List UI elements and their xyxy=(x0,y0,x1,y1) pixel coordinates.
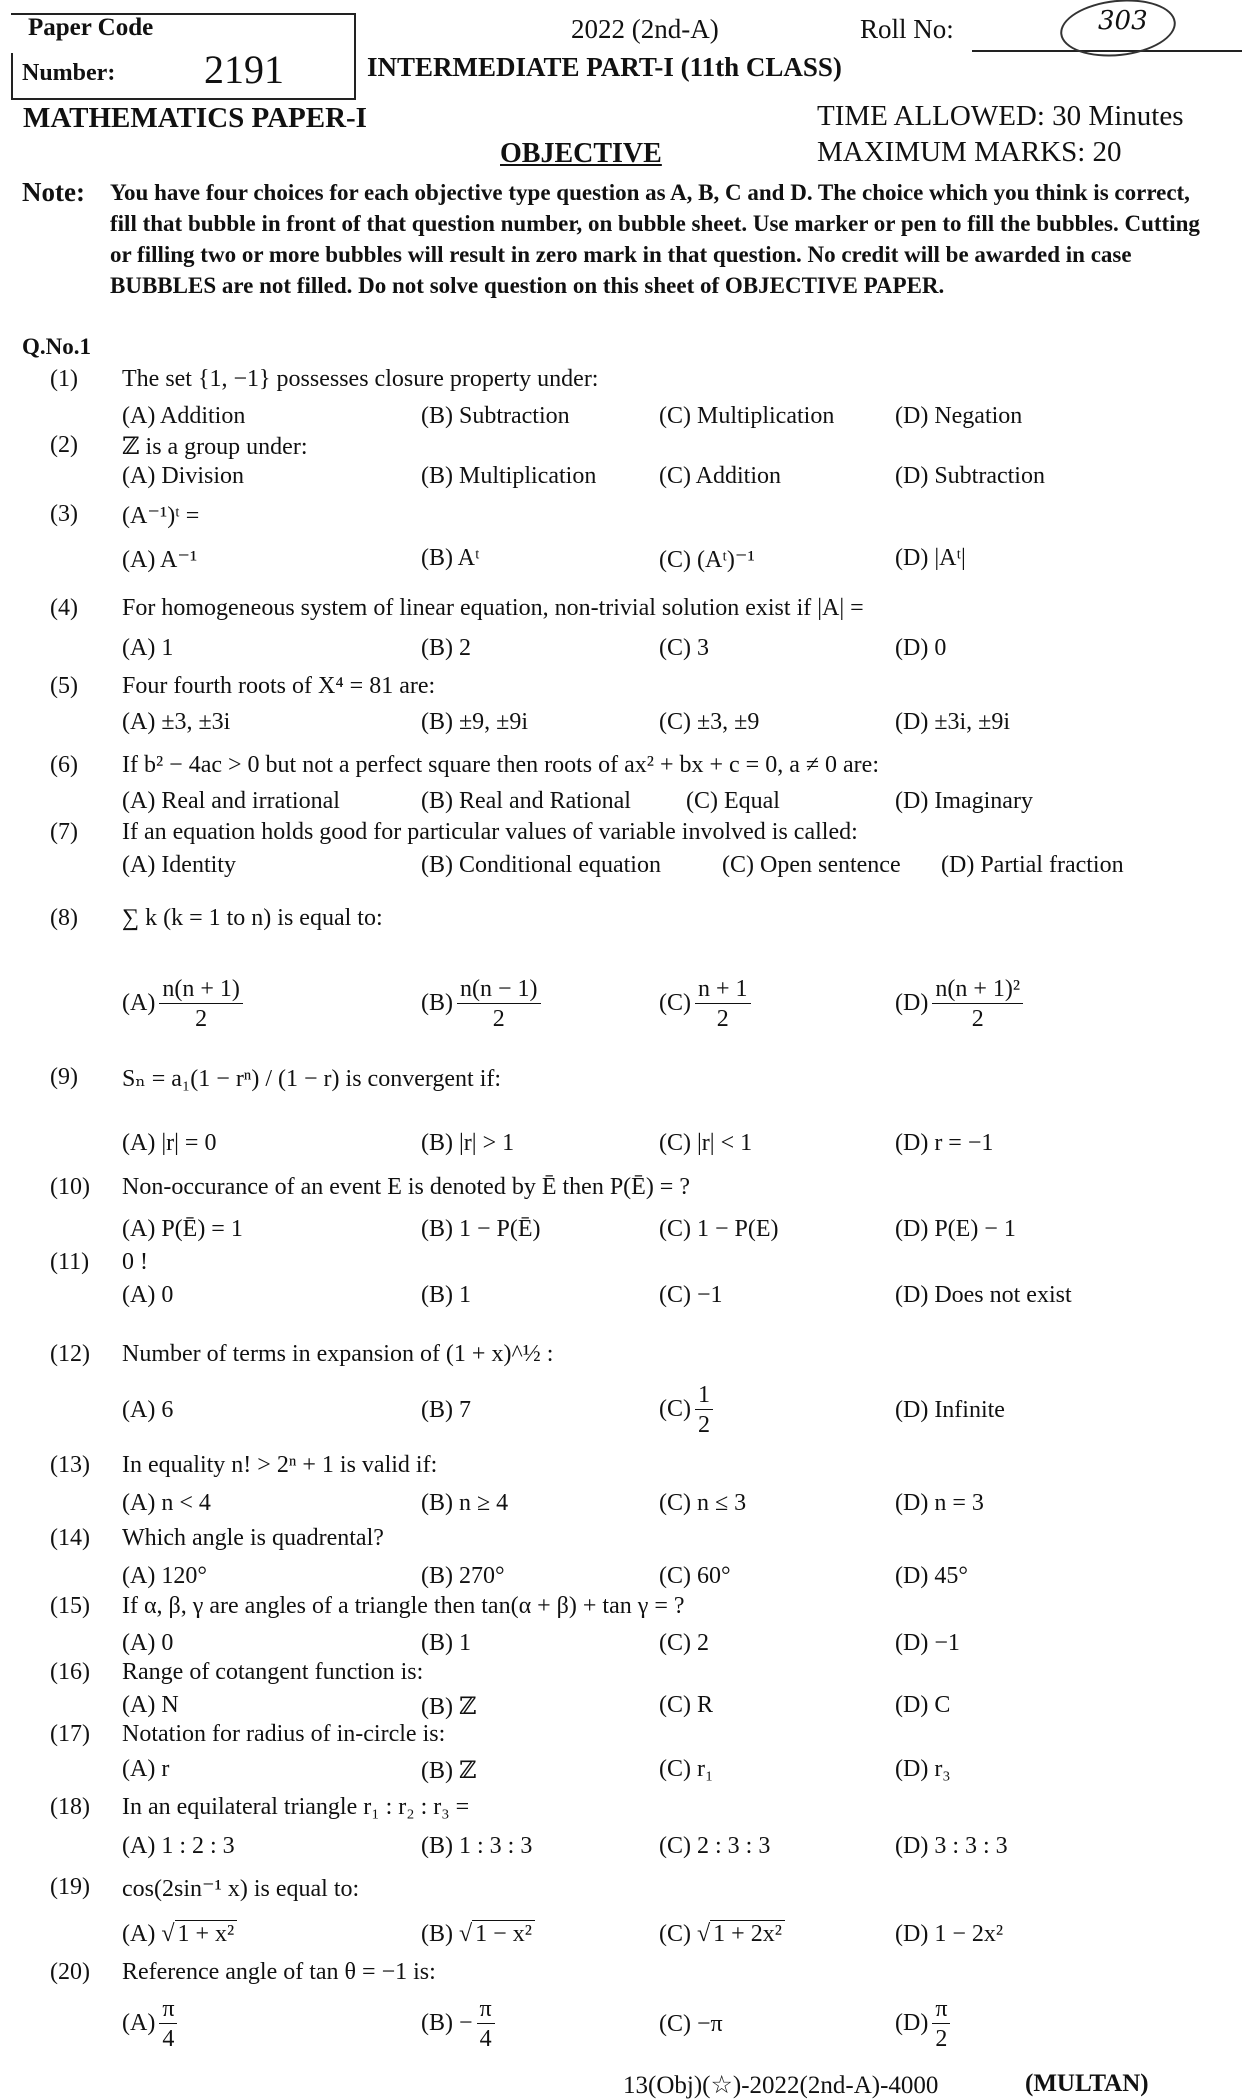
option-b[interactable]: (B) 7 xyxy=(421,1397,471,1423)
fraction xyxy=(932,975,1023,1034)
option-d[interactable]: (D) C xyxy=(895,1692,951,1718)
roll-no-label: Roll No: xyxy=(860,14,954,44)
option-d[interactable]: (D) Negation xyxy=(895,403,1023,429)
numerator: π xyxy=(932,1995,950,2024)
option-b[interactable]: (B) 1 : 3 : 3 xyxy=(421,1833,533,1859)
option-d[interactable]: (D) P(E) − 1 xyxy=(895,1216,1016,1242)
question-number: (5) xyxy=(50,673,78,699)
option-label: (C) xyxy=(659,1396,691,1423)
option-c[interactable]: (C) 3 xyxy=(659,635,709,661)
exam-title: INTERMEDIATE PART-I (11th CLASS) xyxy=(367,52,842,82)
denominator: 2 xyxy=(935,2026,948,2052)
option-d[interactable]: (D) Imaginary xyxy=(895,788,1033,814)
denominator: 2 xyxy=(971,1006,984,1032)
option-d[interactable]: (D) 1 − 2x² xyxy=(895,1921,1004,1947)
question-number: (4) xyxy=(50,595,78,621)
option-b[interactable]: (B) |r| > 1 xyxy=(421,1130,515,1156)
question-number: (17) xyxy=(50,1721,90,1747)
instructions-note xyxy=(22,177,1202,301)
option-d[interactable]: (D) Partial fraction xyxy=(941,852,1124,878)
option-b[interactable]: (B) 1 − P(Ē) xyxy=(421,1216,541,1242)
question-number: (18) xyxy=(50,1794,90,1820)
option-label: (C) xyxy=(659,1921,691,1947)
numerator: π xyxy=(159,1995,177,2024)
fraction xyxy=(159,975,243,1034)
question-number: (8) xyxy=(50,905,78,931)
option-c[interactable]: (C) 2 xyxy=(659,1630,709,1656)
option-label: (B) − xyxy=(421,2010,473,2037)
option-d[interactable]: (D) 3 : 3 : 3 xyxy=(895,1833,1008,1859)
question-number: (9) xyxy=(50,1064,78,1090)
option-c[interactable]: (C) 2 : 3 : 3 xyxy=(659,1833,771,1859)
radicand: 1 − x² xyxy=(472,1920,535,1947)
fraction xyxy=(695,1381,713,1440)
option-b[interactable]: (B) ±9, ±9i xyxy=(421,709,529,735)
option-b[interactable]: (B) ℤ xyxy=(421,1758,477,1784)
option-c[interactable] xyxy=(659,1921,785,1948)
fraction xyxy=(159,1995,177,2054)
option-c[interactable]: (C) Addition xyxy=(659,463,782,489)
option-b[interactable] xyxy=(421,1921,535,1948)
question-number: (20) xyxy=(50,1959,90,1985)
number-label: Number: xyxy=(22,60,116,86)
option-b[interactable]: (B) 270° xyxy=(421,1563,505,1589)
option-d[interactable]: (D) Infinite xyxy=(895,1397,1005,1423)
question-number: (10) xyxy=(50,1174,90,1200)
footer-code: 13(Obj)(☆)-2022(2nd-A)-4000 xyxy=(623,2072,939,2099)
question-number: (7) xyxy=(50,819,78,845)
question-text: In equality n! > 2ⁿ + 1 is valid if: xyxy=(122,1452,438,1478)
option-a[interactable]: (A) Division xyxy=(122,463,244,489)
option-d[interactable] xyxy=(895,975,1027,1034)
option-a[interactable]: (A) Addition xyxy=(122,403,246,429)
option-d[interactable]: (D) Subtraction xyxy=(895,463,1045,489)
option-d[interactable]: (D) −1 xyxy=(895,1630,960,1656)
roll-no-value: 303 xyxy=(1098,6,1148,36)
question-number: (19) xyxy=(50,1874,90,1900)
option-c[interactable]: (C) −1 xyxy=(659,1282,723,1308)
question-text: Reference angle of tan θ = −1 is: xyxy=(122,1959,436,1985)
option-d[interactable]: (D) n = 3 xyxy=(895,1490,984,1516)
numerator: n + 1 xyxy=(695,975,751,1004)
question-number: (12) xyxy=(50,1341,90,1367)
question-text: Four fourth roots of X⁴ = 81 are: xyxy=(122,673,436,699)
radicand: 1 + x² xyxy=(175,1920,238,1947)
option-a[interactable]: (A) 1 xyxy=(122,635,174,661)
numerator: n(n + 1)² xyxy=(932,975,1023,1004)
question-number: (13) xyxy=(50,1452,90,1478)
option-d[interactable]: (D) |Aᵗ| xyxy=(895,545,966,571)
question-text: If an equation holds good for particular values of variable involved is called: xyxy=(122,819,858,845)
option-a[interactable]: (A) 1 : 2 : 3 xyxy=(122,1833,235,1859)
option-b[interactable]: (B) ℤ xyxy=(421,1694,477,1720)
option-c[interactable]: (C) −π xyxy=(659,2011,723,2037)
question-text: In an equilateral triangle r₁ : r₂ : r₃ = xyxy=(122,1794,470,1820)
option-a[interactable]: (A) ±3, ±3i xyxy=(122,709,231,735)
time-allowed: TIME ALLOWED: 30 Minutes xyxy=(817,100,1184,132)
option-label: (A) xyxy=(122,1921,156,1947)
question-text: Which angle is quadrental? xyxy=(122,1525,384,1551)
paper-code-label: Paper Code xyxy=(28,14,154,41)
footer-board: (MULTAN) xyxy=(1025,2070,1149,2097)
question-text: Sₙ = a₁(1 − rⁿ) / (1 − r) is convergent if: xyxy=(122,1066,502,1092)
numerator: n(n − 1) xyxy=(457,975,541,1004)
option-a[interactable]: (A) P(Ē) = 1 xyxy=(122,1216,243,1242)
sqrt-sign: √ xyxy=(691,1921,711,1947)
question-text: Number of terms in expansion of (1 + x)^½ : xyxy=(122,1341,554,1367)
option-b[interactable]: (B) n ≥ 4 xyxy=(421,1490,509,1516)
question-number: (3) xyxy=(50,501,78,527)
question-number: (16) xyxy=(50,1659,90,1685)
option-label: (C) xyxy=(659,990,691,1017)
numerator: 1 xyxy=(695,1381,713,1410)
option-d[interactable]: (D) r = −1 xyxy=(895,1130,994,1156)
option-a[interactable]: (A) r xyxy=(122,1756,170,1782)
question-number: (6) xyxy=(50,752,78,778)
section-title: OBJECTIVE xyxy=(500,138,662,169)
question-text: ∑ k (k = 1 to n) is equal to: xyxy=(122,905,383,931)
option-a[interactable]: (A) |r| = 0 xyxy=(122,1130,217,1156)
denominator: 2 xyxy=(698,1412,710,1438)
denominator: 4 xyxy=(162,2026,175,2052)
question-text: cos(2sin⁻¹ x) is equal to: xyxy=(122,1876,360,1902)
maximum-marks: MAXIMUM MARKS: 20 xyxy=(817,136,1122,168)
question-number: (2) xyxy=(50,432,78,458)
option-b[interactable]: (B) Real and Rational xyxy=(421,788,631,814)
option-d[interactable]: (D) Does not exist xyxy=(895,1282,1072,1308)
question-text: (A⁻¹)ᵗ = xyxy=(122,503,200,529)
question-text: Range of cotangent function is: xyxy=(122,1659,424,1685)
option-d[interactable]: (D) r₃ xyxy=(895,1756,951,1782)
option-label: (A) xyxy=(122,2010,156,2037)
option-a[interactable] xyxy=(122,1995,181,2054)
question-text: For homogeneous system of linear equation, non-trivial solution exist if |A| = xyxy=(122,595,864,621)
fraction xyxy=(477,1995,495,2054)
option-c[interactable] xyxy=(659,975,755,1034)
option-c[interactable]: (C) R xyxy=(659,1692,713,1718)
fraction xyxy=(695,975,751,1034)
option-a[interactable] xyxy=(122,1921,237,1948)
subject: MATHEMATICS PAPER-I xyxy=(23,102,367,134)
option-b[interactable] xyxy=(421,975,545,1034)
option-b[interactable]: (B) 1 xyxy=(421,1630,471,1656)
option-b[interactable]: (B) Aᵗ xyxy=(421,545,480,571)
question-number: (15) xyxy=(50,1593,90,1619)
option-label: (B) xyxy=(421,1921,453,1947)
option-a[interactable]: (A) n < 4 xyxy=(122,1490,211,1516)
question-text: Notation for radius of in-circle is: xyxy=(122,1721,446,1747)
exam-year: 2022 (2nd-A) xyxy=(571,14,719,44)
option-d[interactable]: (D) ±3i, ±9i xyxy=(895,709,1010,735)
option-c[interactable]: (C) Multiplication xyxy=(659,403,835,429)
question-text: Non-occurance of an event E is denoted by Ē then P(Ē) = ? xyxy=(122,1174,690,1200)
denominator: 2 xyxy=(195,1006,208,1032)
option-d[interactable]: (D) 45° xyxy=(895,1563,968,1589)
note-text: You have four choices for each objective type question as A, B, C and D. The choice which you think is correct, fill that bubble in front of that question number, on bubble sheet. Use marker or pen to fill the bubbles. Cutting or filling two or more bubbles will result in zero mark in that question. No credit will be awarded in case BUBBLES are not filled. Do not solve question on this sheet of OBJECTIVE PAPER. xyxy=(110,180,1200,298)
numerator: n(n + 1) xyxy=(159,975,243,1004)
numerator: π xyxy=(477,1995,495,2024)
option-a[interactable]: (A) 120° xyxy=(122,1563,207,1589)
option-c[interactable]: (C) Equal xyxy=(686,788,780,814)
question-number: (11) xyxy=(50,1249,90,1275)
note-label: Note: xyxy=(22,177,85,207)
option-c[interactable]: (C) r₁ xyxy=(659,1756,714,1782)
question-text: If α, β, γ are angles of a triangle then tan(α + β) + tan γ = ? xyxy=(122,1593,685,1619)
option-a[interactable]: (A) 6 xyxy=(122,1397,174,1423)
option-b[interactable] xyxy=(421,1995,499,2054)
option-label: (B) xyxy=(421,990,453,1017)
option-a[interactable]: (A) 0 xyxy=(122,1282,174,1308)
option-a[interactable]: (A) Real and irrational xyxy=(122,788,340,814)
option-label: (A) xyxy=(122,990,156,1017)
option-c[interactable]: (C) ±3, ±9 xyxy=(659,709,760,735)
option-a[interactable]: (A) N xyxy=(122,1692,179,1718)
option-b[interactable]: (B) Multiplication xyxy=(421,463,597,489)
option-b[interactable]: (B) 2 xyxy=(421,635,471,661)
question-text: The set {1, −1} possesses closure property under: xyxy=(122,366,599,392)
option-c[interactable]: (C) (Aᵗ)⁻¹ xyxy=(659,547,755,573)
question-text: If b² − 4ac > 0 but not a perfect square then roots of ax² + bx + c = 0, a ≠ 0 are: xyxy=(122,752,879,778)
option-a[interactable]: (A) A⁻¹ xyxy=(122,547,198,573)
option-label: (D) xyxy=(895,990,929,1017)
option-c[interactable]: (C) |r| < 1 xyxy=(659,1130,753,1156)
option-b[interactable]: (B) 1 xyxy=(421,1282,471,1308)
option-b[interactable]: (B) Subtraction xyxy=(421,403,570,429)
option-b[interactable]: (B) Conditional equation xyxy=(421,852,661,878)
option-a[interactable]: (A) Identity xyxy=(122,852,236,878)
option-c[interactable] xyxy=(659,1381,717,1440)
question-number: (14) xyxy=(50,1525,90,1551)
option-label: (D) xyxy=(895,2010,929,2037)
sqrt-sign: √ xyxy=(155,1921,175,1947)
paper-code-number: 2191 xyxy=(204,47,284,92)
denominator: 2 xyxy=(492,1006,505,1032)
option-a[interactable]: (A) 0 xyxy=(122,1630,174,1656)
question-text: 0 ! xyxy=(122,1249,148,1275)
option-a[interactable] xyxy=(122,975,247,1034)
radicand: 1 + 2x² xyxy=(710,1920,785,1947)
question-number: (1) xyxy=(50,366,78,392)
option-c[interactable]: (C) Open sentence xyxy=(722,852,901,878)
sqrt-sign: √ xyxy=(453,1921,473,1947)
denominator: 2 xyxy=(716,1006,729,1032)
option-d[interactable] xyxy=(895,1995,954,2054)
fraction xyxy=(932,1995,950,2054)
question-text: ℤ is a group under: xyxy=(122,434,308,460)
option-d[interactable]: (D) 0 xyxy=(895,635,947,661)
question-number-heading: Q.No.1 xyxy=(22,334,91,359)
denominator: 4 xyxy=(479,2026,492,2052)
option-c[interactable]: (C) 1 − P(E) xyxy=(659,1216,779,1242)
option-c[interactable]: (C) 60° xyxy=(659,1563,731,1589)
fraction xyxy=(457,975,541,1034)
option-c[interactable]: (C) n ≤ 3 xyxy=(659,1490,747,1516)
